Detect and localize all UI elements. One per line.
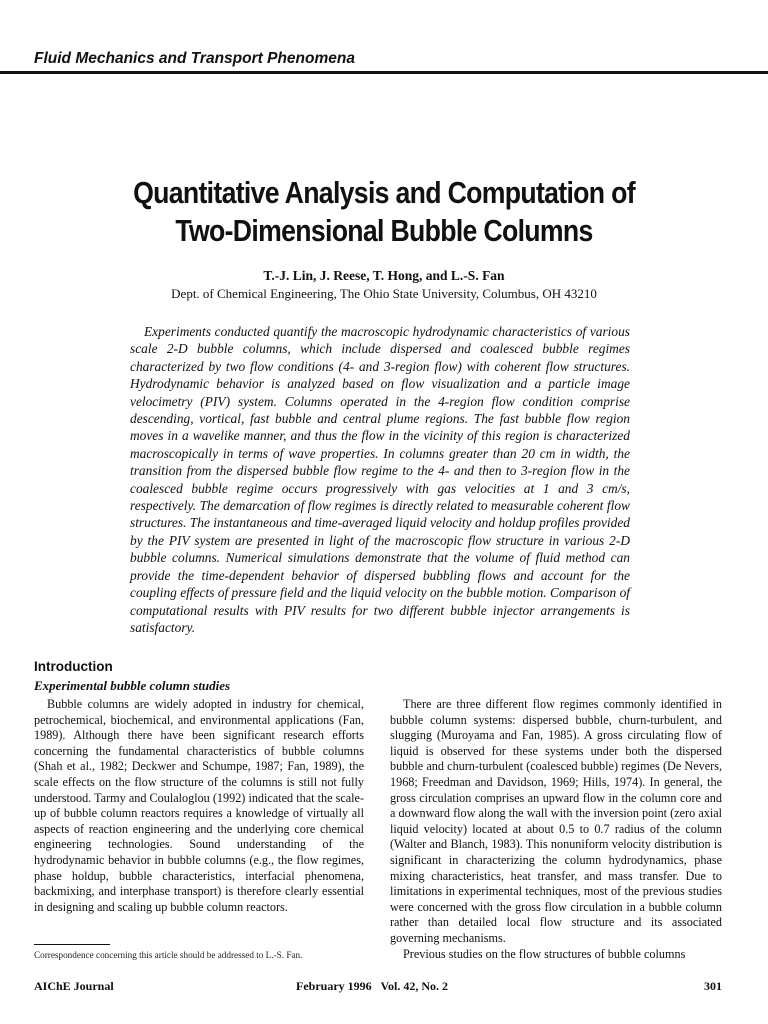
left-column [34, 697, 364, 915]
footnote: Correspondence concerning this article should be addressed to L.-S. Fan. [34, 950, 303, 960]
journal-section-header: Fluid Mechanics and Transport Phenomena [34, 50, 355, 67]
footer-journal-name: AIChE Journal [34, 979, 114, 993]
abstract: Experiments conducted quantify the macroscopic hydrodynamic characteristics of various scale 2-D bubble columns, which include dispersed and coalesced bubble regimes characterized by two flow conditions (4- and 3-region flow) with coherent flow structures. Hydrodynamic behavior is analyzed based on flow visualization and a particle image velocimetry (PIV) system. Columns operated in the 4-region flow condition comprise descending, vortical, fast bubble and central plume regions. The fast bubble flow region moves in a wavelike manner, and thus the flow in the vicinity of this region is characterized macroscopically in terms of wave properties. In columns greater than 20 cm in width, the transition from the dispersed bubble flow regime to the 4- and then to 3-region flow in the coalesced bubble regime occurs progressively with gas velocities at 1 and 3 cm/s, respectively. The demarcation of flow regimes is directly related to measurable coherent flow structures. The instantaneous and time-averaged liquid velocity and holdup profiles provided by the PIV system are presented in light of the macroscopic flow structure in various 2-D bubble columns. Numerical simulations demonstrate that the volume of fluid method can provide the time-dependent behavior of dispersed bubbling flows and account for the coupling effects of pressure field and the liquid velocity on the bubble motion. Comparison of computational results with PIV results for two different bubble injector arrangements is satisfactory. [130, 324, 630, 635]
title-line-1: Quantitative Analysis and Computation of [133, 175, 635, 210]
body-paragraph: There are three different flow regimes commonly identified in bubble column systems: dispersed bubble, churn-turbulent, and slugging (Muroyama and Fan, 1985). A gross circulating flow of liquid is observed for these systems under both the dispersed bubble and churn-turbulent (coalesced bubble) regimes (De Nevers, 1968; Freedman and Davidson, 1969; Hills, 1974). In general, the gross circulation comprises an upward flow in the column core and a downward flow along the wall with the inversion point (zero axial liquid velocity) located at about 0.5 to 0.7 radius of the column (Walter and Blanch, 1983). This nonuniform velocity distribution is significant in characterizing the column hydrodynamics, phase mixing characteristics, heat transfer, and mass transfer. Due to limitations in experimental techniques, most of the previous studies were concerned with the gross flow circulation in a bubble column rather than detailed local flow structure and its associated governing mechanisms. [390, 697, 722, 945]
affiliation: Dept. of Chemical Engineering, The Ohio State University, Columbus, OH 43210 [171, 286, 597, 301]
body-paragraph: Previous studies on the flow structures of bubble columns [403, 946, 686, 961]
title-line-2: Two-Dimensional Bubble Columns [175, 213, 593, 248]
footer-issue: February 1996 Vol. 42, No. 2 [296, 979, 449, 993]
body-paragraph: Bubble columns are widely adopted in industry for chemical, petrochemical, biochemical, and environmental applications (Fan, 1989). Although there have been significant research efforts concerning the fundamental characteristics of bubble columns (Shah et al., 1982; Deckwer and Schumpe, 1987; Fan, 1989), the scale effects on the flow structure of the columns is still not fully understood. Tarmy and Coulaloglou (1992) indicated that the scale-up of bubble column reactors requires a knowledge of virtually all aspects of reaction engineering and the underlying core chemical engineering technologies. Sound understanding of the hydrodynamic behavior in bubble columns (e.g., the flow regimes, phase holdup, bubble characteristics, interfacial phenomena, backmixing, and interphase transport) is therefore clearly essential in designing and scaling up bubble column reactors. [34, 697, 364, 914]
footnote-rule [34, 944, 110, 945]
page-number: 301 [704, 979, 722, 993]
header-rule [0, 71, 768, 74]
right-column [390, 697, 722, 962]
subsection-heading: Experimental bubble column studies [34, 678, 231, 693]
article-title [105, 174, 662, 250]
authors: T.-J. Lin, J. Reese, T. Hong, and L.-S. Fan [263, 268, 505, 283]
section-heading-introduction: Introduction [34, 659, 113, 674]
